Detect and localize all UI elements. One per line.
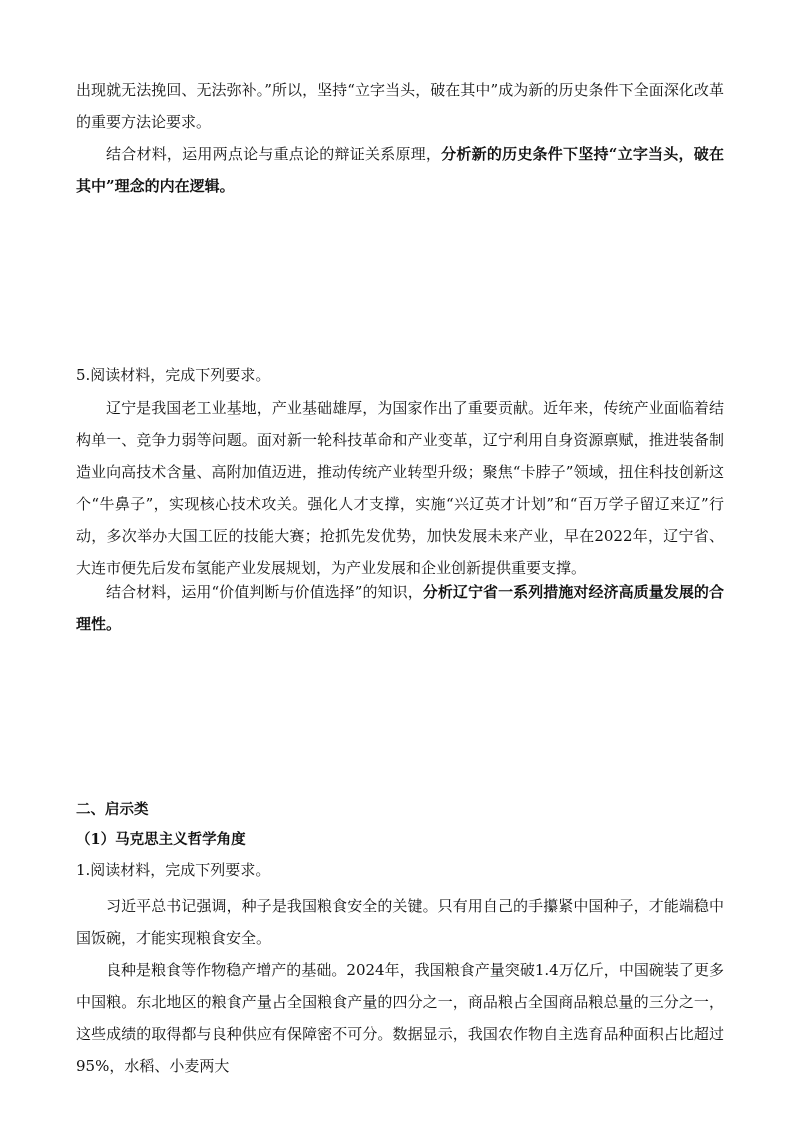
question-5-requirement xyxy=(76,576,724,640)
question-requirement xyxy=(76,138,724,202)
requirement-bold-text: 分析新的历史条件下坚持“立字当头，破在其中”理念的内在逻辑。 xyxy=(76,145,724,195)
question-1-paragraph-2: 良种是粮食等作物稳产增产的基础。2024年，我国粮食产量突破1.4万亿斤，中国碗装了更多中国粮。东北地区的粮食产量占全国粮食产量的四分之一，商品粮占全国商品粮总量的三分之一，这些成绩的取得都与良种供应有保障密不可分。数据显示，我国农作物自主选育品种面积占比超过95%，水稻、小麦两大 xyxy=(76,961,724,1075)
question-1-paragraph-1: 习近平总书记强调，种子是我国粮食安全的关键。只有用自己的手攥紧中国种子，才能端稳中国饭碗，才能实现粮食安全。 xyxy=(76,897,724,947)
question-5-title: 5.阅读材料，完成下列要求。 xyxy=(76,366,271,384)
question-5-material: 辽宁是我国老工业基地，产业基础雄厚，为国家作出了重要贡献。近年来，传统产业面临着结构单一、竞争力弱等问题。面对新一轮科技革命和产业变革，辽宁利用自身资源禀赋，推进装备制造业向高技术含量、高附加值迈进，推动传统产业转型升级；聚焦“卡脖子”领域，扭住科技创新这个“牛鼻子”，实现核心技术攻关。强化人才支撑，实施“兴辽英才计划”和“百万学子留辽来辽”行动，多次举办大国工匠的技能大赛；抢抓先发优势，加快发展未来产业，早在2022年，辽宁省、大连市便先后发布氢能产业发展规划，为产业发展和企业创新提供重要支撑。 xyxy=(76,399,724,577)
section-heading: 二、启示类 xyxy=(76,801,149,818)
requirement-text: 结合材料，运用两点论与重点论的辩证关系原理， xyxy=(106,145,442,163)
requirement-bold-text: 分析辽宁省一系列措施对经济高质量发展的合理性。 xyxy=(76,583,724,633)
section-subheading: （1）马克思主义哲学角度 xyxy=(76,831,246,848)
question-1-title: 1.阅读材料，完成下列要求。 xyxy=(76,861,271,879)
requirement-text: 结合材料，运用“价值判断与价值选择”的知识， xyxy=(106,583,423,601)
material-paragraph-continued: 出现就无法挽回、无法弥补。”所以，坚持“立字当头，破在其中”成为新的历史条件下全面深化改革的重要方法论要求。 xyxy=(76,81,724,131)
